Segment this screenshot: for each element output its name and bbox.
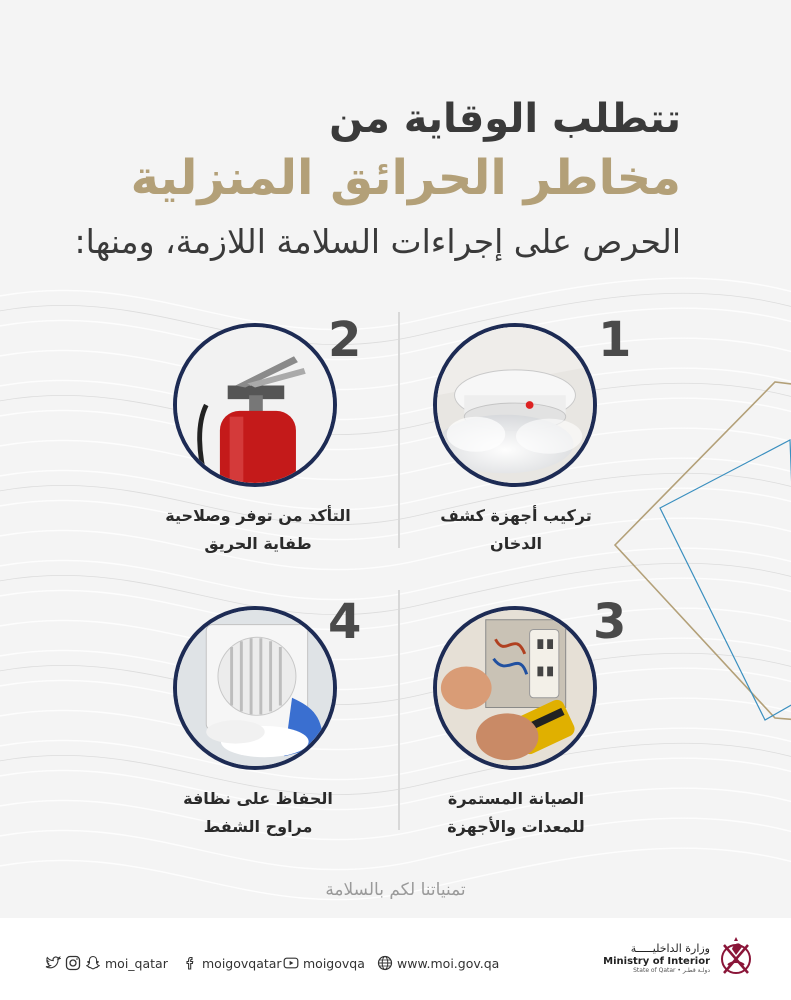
fire-extinguisher-icon <box>173 323 337 487</box>
logo-english-name: Ministry of Interior <box>603 956 710 968</box>
item3-caption <box>416 785 616 841</box>
item2-caption-line2: طفاية الحريق <box>204 534 312 553</box>
instagram-icon[interactable] <box>65 955 81 971</box>
logo-arabic-name: وزارة الداخليـــــة <box>630 942 710 956</box>
item4-caption <box>158 785 358 841</box>
ministry-logo <box>603 935 756 983</box>
item4-caption-line1: الحفاظ على نظافة <box>183 789 333 808</box>
smoke-detector-icon <box>433 323 597 487</box>
item2-number: 2 <box>328 312 362 368</box>
qatar-emblem-icon <box>716 935 756 983</box>
social-handle-youtube[interactable]: moigovqa <box>303 955 365 971</box>
item2-caption-line1: التأكد من توفر وصلاحية <box>165 506 351 525</box>
website-link[interactable]: www.moi.gov.qa <box>397 955 500 971</box>
snapchat-icon[interactable] <box>85 955 101 971</box>
social-group-facebook[interactable] <box>182 955 282 971</box>
item1-caption-line1: تركيب أجهزة كشف <box>440 506 592 525</box>
closing-message: تمنياتنا لكم بالسلامة <box>325 880 466 900</box>
social-group-youtube[interactable] <box>283 955 365 971</box>
ministry-logo-text <box>603 943 710 974</box>
facebook-icon[interactable] <box>182 955 198 971</box>
column-divider-bottom <box>398 590 400 830</box>
exhaust-fan-icon <box>173 606 337 770</box>
item1-caption-line2: الدخان <box>490 534 542 553</box>
item2-caption <box>158 502 358 558</box>
social-handle-facebook[interactable]: moigovqatar <box>202 955 282 971</box>
item4-number: 4 <box>328 594 362 650</box>
headline-line1: تتطلب الوقاية من <box>329 96 681 142</box>
headline-line3: الحرص على إجراءات السلامة اللازمة، ومنها: <box>74 222 681 261</box>
youtube-icon[interactable] <box>283 955 299 971</box>
globe-icon[interactable] <box>377 955 393 971</box>
column-divider-top <box>398 312 400 548</box>
item3-caption-line1: الصيانة المستمرة <box>447 789 585 808</box>
item1-number: 1 <box>598 312 632 368</box>
footer <box>0 918 791 1000</box>
headline-line2: مخاطر الحرائق المنزلية <box>130 150 681 206</box>
item4-caption-line2: مراوح الشفط <box>203 817 313 836</box>
item3-caption-line2: للمعدات والأجهزة <box>447 817 585 836</box>
electrical-maintenance-icon <box>433 606 597 770</box>
website-link-group[interactable] <box>377 955 499 971</box>
item1-caption <box>416 502 616 558</box>
social-group-moi-qatar[interactable] <box>45 955 168 971</box>
item3-number: 3 <box>593 594 627 650</box>
social-handle-moi-qatar[interactable]: moi_qatar <box>105 955 168 971</box>
logo-state: State of Qatar • دولـة قطـر <box>633 966 710 974</box>
twitter-icon[interactable] <box>45 955 61 971</box>
